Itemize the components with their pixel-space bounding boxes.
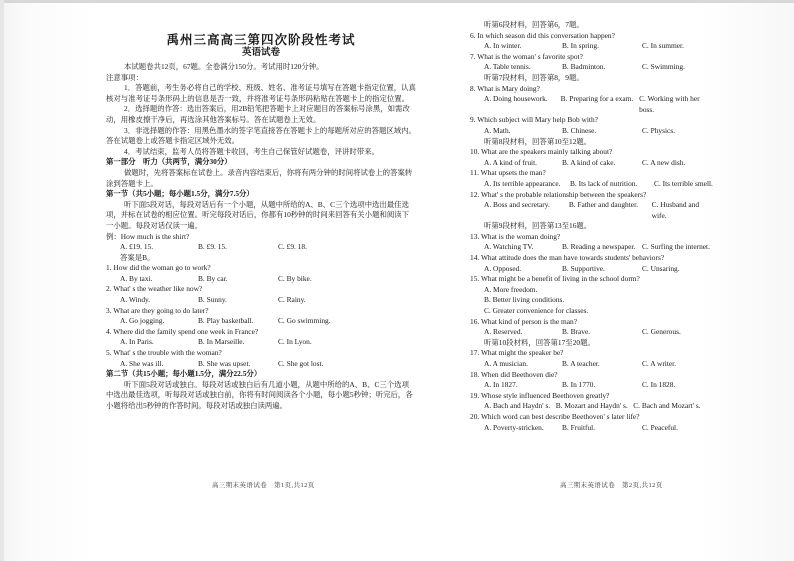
- question-15: [470, 274, 715, 316]
- option-a: A. She was ill.: [120, 358, 164, 368]
- option-a: A. Reserved.: [484, 327, 523, 337]
- question-stem: 1. How did the woman go to work?: [106, 263, 211, 273]
- option-c: C. Greater convenience for classes.: [484, 306, 589, 316]
- question-options: A. Bach and Haydn' s. B. Mozart and Haydn' s. C. Bach and Mozart' s.: [484, 401, 701, 411]
- question-12: [470, 190, 715, 232]
- option-a: A. By taxi.: [120, 273, 153, 283]
- section1-instructions: 听下面5段对话，每段对话后有一个小题，从题中所给的A、B、C三个选项中选出最佳选项，并标在试卷的相应位置。听完每段对话后，你都有10秒钟的时间来回答有关小题和阅读下一小题。每段对话仅读一遍。: [106, 199, 410, 230]
- option-a: A. Watching TV.: [484, 242, 534, 252]
- page-right: [470, 20, 715, 433]
- example-option-b: B. £9. 15.: [198, 242, 227, 252]
- question-stem: 12. What' s the probable relationship between the speakers?: [470, 189, 647, 199]
- option-b: B. She was upset.: [198, 358, 251, 368]
- example-answer: 答案是B。: [120, 252, 155, 262]
- option-b: B. Play basketball.: [198, 316, 254, 326]
- question-stem: 8. What is Mary doing?: [470, 83, 540, 93]
- option-c: C. Generous.: [642, 327, 681, 337]
- option-b: B. Chinese.: [562, 125, 597, 135]
- page-footer-left: 高三期末英语试卷 第1页,共12页: [212, 482, 315, 489]
- section2-instructions: 听下面5段对话或独白。每段对话或独白后有几道小题，从题中所给的A、B、C三个选项中选出最佳选项，听每段对话或独白前，你将有时间阅读各个小题，每小题5秒钟；听完后，各小题将给出5秒钟的作答时间。每段对话或独白读两遍。: [106, 379, 413, 410]
- question-stem: 17. What might the speaker be?: [470, 348, 564, 358]
- option-b: B. In spring.: [562, 41, 599, 51]
- option-b: B. Sunny.: [198, 295, 227, 305]
- option-a: A. Windy.: [120, 295, 151, 305]
- question-stem: 14. What attitude does the man have towards students' behaviors?: [470, 253, 665, 263]
- question-stem: 3. What are they going to do later?: [106, 305, 209, 315]
- option-b: B. Preparing for a exam.: [560, 94, 634, 104]
- example-option-c: C. £9. 18.: [278, 242, 307, 252]
- part1-instructions: 做题时，先将答案标在试卷上。录音内容结束后，你将有两分钟的时间将试卷上的答案转涂到答题卡上。: [106, 167, 413, 188]
- option-a: A. Boss and secretary.: [484, 200, 550, 210]
- option-a: A. In 1827.: [484, 380, 518, 390]
- option-c: C. Physics.: [642, 125, 676, 135]
- question-2: [106, 284, 416, 305]
- exam-intro: 本试题卷共12页，67题。全卷满分150分。考试用时120分钟。: [124, 62, 324, 71]
- note-1: 1．答题前，考生务必将自己的学校、班级、姓名、准考证号填写在答题卡指定位置，认真核对与准考证号条形码上的信息是否一致，并将准考证号条形码粘贴在答题卡上的指定位置。: [106, 83, 416, 103]
- option-b: B. By car.: [198, 273, 228, 283]
- option-c: C. Its terrible smell.: [654, 178, 713, 188]
- part1-heading: 第一部分 听力（共两节，满分30分）: [106, 157, 232, 167]
- option-a: A. More freedom.: [484, 284, 538, 294]
- option-a: A. Doing housework.: [484, 94, 548, 104]
- note-3: 3．非选择题的作答：用黑色墨水的签字笔直接答在答题卡上的每题所对应的答题区域内。答在试题卷上或答题卡指定区域外无效。: [106, 125, 416, 146]
- question-stem: 16. What kind of person is the man?: [470, 316, 578, 326]
- option-a: A. A musician.: [484, 359, 528, 368]
- option-b: B. Reading a newspaper.: [562, 242, 636, 252]
- option-a: A. Table tennis.: [484, 62, 531, 72]
- page-left: [106, 14, 416, 412]
- question-stem: 19. Whose style influenced Beethoven greatly?: [470, 390, 610, 400]
- example-option-a: A. £19. 15.: [120, 242, 154, 252]
- option-c: C. A new dish.: [642, 157, 686, 167]
- option-b: B. Badminton.: [562, 62, 606, 72]
- example-options: [106, 242, 416, 253]
- question-18: [470, 370, 715, 391]
- question-11: [470, 168, 715, 189]
- question-14: [470, 253, 715, 274]
- question-stem: 20. Which word can best describe Beethoven' s later life?: [470, 411, 640, 421]
- question-stem: 7. What is the woman' s favorite spot?: [470, 51, 583, 61]
- option-b: B. A teacher.: [562, 359, 600, 368]
- example-question: 例：How much is the shirt?: [106, 231, 190, 241]
- option-a: A. In winter.: [484, 41, 522, 51]
- option-b: B. Supportive.: [562, 263, 605, 273]
- question-8: [470, 84, 715, 116]
- question-stem: 11. What upsets the man?: [470, 168, 546, 178]
- question-stem: 13. What is the woman doing?: [470, 231, 561, 241]
- option-c: C. Husband and wife.: [651, 200, 700, 220]
- listening-hint: 听第9段材料，回答第13至16题。: [484, 221, 592, 231]
- option-a: A. Go jogging.: [120, 316, 165, 326]
- option-b: B. Better living conditions.: [484, 295, 565, 305]
- option-c: C. Rainy.: [278, 295, 306, 305]
- section1-heading: 第一节（共5小题；每小题1.5分，满分7.5分）: [106, 189, 254, 199]
- question-9: [470, 115, 715, 147]
- question-20: [470, 412, 715, 433]
- question-5: [106, 348, 416, 369]
- question-stem: 18. When did Beethoven die?: [470, 369, 558, 379]
- scan-edge-left: [0, 0, 4, 561]
- option-c: C. In summer.: [642, 41, 684, 51]
- option-b: B. Its lack of nutrition.: [570, 178, 638, 188]
- question-stem: 5. What' s the trouble with the woman?: [106, 348, 222, 358]
- exam-title: 禹州三高高三第四次阶段性考试: [166, 32, 356, 47]
- option-c: C. Unsaring.: [642, 263, 680, 273]
- option-b: B. Father and daughter.: [568, 200, 638, 210]
- option-b: B. A kind of cake.: [562, 157, 616, 167]
- option-b: B. Fruitful.: [562, 422, 596, 432]
- section2-heading: 第二节（共15小题；每小题1.5分，满分22.5分）: [106, 369, 262, 379]
- question-1: [106, 263, 416, 284]
- option-a: A. Its terrible appearance.: [484, 178, 561, 188]
- question-17: [470, 348, 715, 369]
- option-c: C. Swimming.: [642, 62, 685, 72]
- question-4: [106, 327, 416, 348]
- question-stem: 2. What' s the weather like now?: [106, 284, 203, 294]
- option-a: A. Poverty-stricken.: [484, 422, 544, 432]
- option-b: B. In Marseille.: [198, 337, 245, 347]
- option-c: C. Go swimming.: [278, 316, 331, 326]
- question-19: [470, 391, 715, 412]
- option-c: C. In 1828.: [642, 380, 676, 390]
- question-stem: 15. What might be a benefit of living in the school dorm?: [470, 274, 640, 284]
- option-b: B. In 1770.: [562, 380, 596, 390]
- question-stem: 10. What are the speakers mainly talking about?: [470, 147, 613, 157]
- option-c: C. Working with her boss.: [639, 94, 700, 114]
- question-stem: 4. Where did the family spend one week in France?: [106, 326, 259, 336]
- notes-heading: 注意事项：: [106, 72, 143, 82]
- question-6: [470, 31, 715, 52]
- option-b: B. Brave.: [562, 327, 591, 337]
- listening-hint: 听第10段材料，回答第17至20题。: [484, 337, 595, 347]
- option-c: C. Peaceful.: [642, 422, 678, 432]
- page-footer-right: 高三期末英语试卷 第2页,共12页: [560, 482, 663, 489]
- question-13: [470, 232, 715, 253]
- option-c: C. She got lost.: [278, 358, 324, 368]
- option-c: C. Surfing the internet.: [642, 242, 710, 252]
- question-stem: 6. In which season did this conversation happen?: [470, 30, 615, 40]
- listening-hint: 听第6段材料，回答第6，7题。: [484, 20, 584, 29]
- question-3: [106, 306, 416, 327]
- option-c: C. In Lyon.: [278, 337, 312, 347]
- exam-subtitle: 英语试卷: [241, 47, 280, 58]
- option-a: A. A kind of fruit.: [484, 157, 537, 167]
- question-16: [470, 317, 715, 349]
- scan-edge-top: [0, 0, 794, 3]
- note-4: 4．考试结束，监考人员将答题卡收回，考生自己保管好试题卷，评讲时带来。: [124, 146, 379, 156]
- question-stem: 9. Which subject will Mary help Bob with?: [470, 115, 598, 125]
- option-a: A. Math.: [484, 125, 511, 135]
- listening-hint: 听第7段材料，回答第8，9题。: [484, 72, 584, 82]
- option-c: C. A writer.: [642, 359, 677, 368]
- option-a: A. In Paris.: [120, 337, 154, 347]
- question-7: [470, 52, 715, 84]
- option-c: C. By bike.: [278, 273, 312, 283]
- note-2: 2．选择题的作答：选出答案后，用2B铅笔把答题卡上对应题目的答案标号涂黑，如需改动，用橡皮擦干净后，再选涂其他答案标号。答在试题卷上无效。: [106, 104, 410, 124]
- option-a: A. Opposed.: [484, 263, 522, 273]
- listening-hint: 听第8段材料，回答第10至12题。: [484, 136, 592, 146]
- question-10: [470, 147, 715, 168]
